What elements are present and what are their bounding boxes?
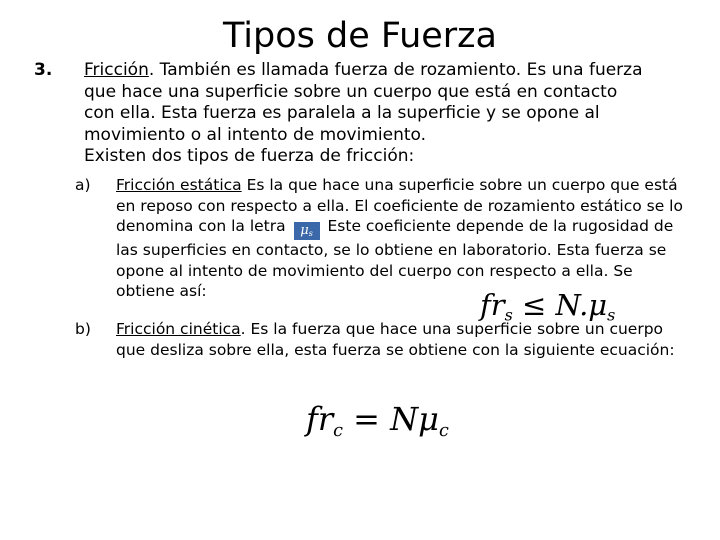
eq1-lhs: fr <box>480 288 505 322</box>
eq2-lhs: fr <box>306 400 334 438</box>
mu-symbol: μ <box>300 223 309 238</box>
static-friction-term: Fricción estática <box>116 176 242 194</box>
item-number: 3. <box>34 60 53 80</box>
kinetic-friction-text: . Es la fuerza que hace una superficie sobre un cuerpo que desliza sobre ella, esta fuerza se obtiene con la siguiente ecuación: <box>116 320 675 359</box>
kinetic-friction-paragraph <box>116 319 696 360</box>
friction-intro <box>84 60 644 168</box>
mu-s-symbol-icon <box>294 222 320 240</box>
eq1-lhs-sub: s <box>504 305 513 325</box>
eq2-operator: = <box>353 400 380 438</box>
friction-description: . También es llamada fuerza de rozamiento. Es una fuerza que hace una superficie sobre un cuerpo que está en contacto con ella. Esta fuerza es paralela a la superficie y se opone al movimiento o al intento de movimiento. <box>84 60 643 145</box>
static-friction-text: Es la que hace una superficie sobre un cuerpo que está en reposo con respecto a ella. El coeficiente de rozamiento estático se lo denomina con la letra <box>116 176 683 235</box>
eq1-rhs: N.μ <box>555 288 608 322</box>
eq2-rhs: Nμ <box>390 400 439 438</box>
item-a-label: a) <box>75 176 91 194</box>
static-friction-paragraph <box>116 175 696 302</box>
eq1-operator: ≤ <box>522 288 547 322</box>
eq1-rhs-sub: s <box>607 305 616 325</box>
kinetic-friction-equation <box>306 400 449 441</box>
kinetic-friction-term: Fricción cinética <box>116 320 241 338</box>
item-b-label: b) <box>75 320 91 338</box>
friction-term: Fricción <box>84 60 149 80</box>
slide-title: Tipos de Fuerza <box>222 16 498 56</box>
eq2-rhs-sub: c <box>438 421 449 442</box>
static-friction-text-cont: Este coeficiente depende de la rugosidad de las superficies en contacto, se lo obtiene en laboratorio. Esta fuerza se opone al intento de movimiento del cuerpo con respecto a ella. Se obtiene así: <box>116 217 674 300</box>
mu-symbol-sub: s <box>308 229 313 238</box>
eq2-lhs-sub: c <box>333 421 343 442</box>
friction-types-line: Existen dos tipos de fuerza de fricción: <box>84 146 415 166</box>
